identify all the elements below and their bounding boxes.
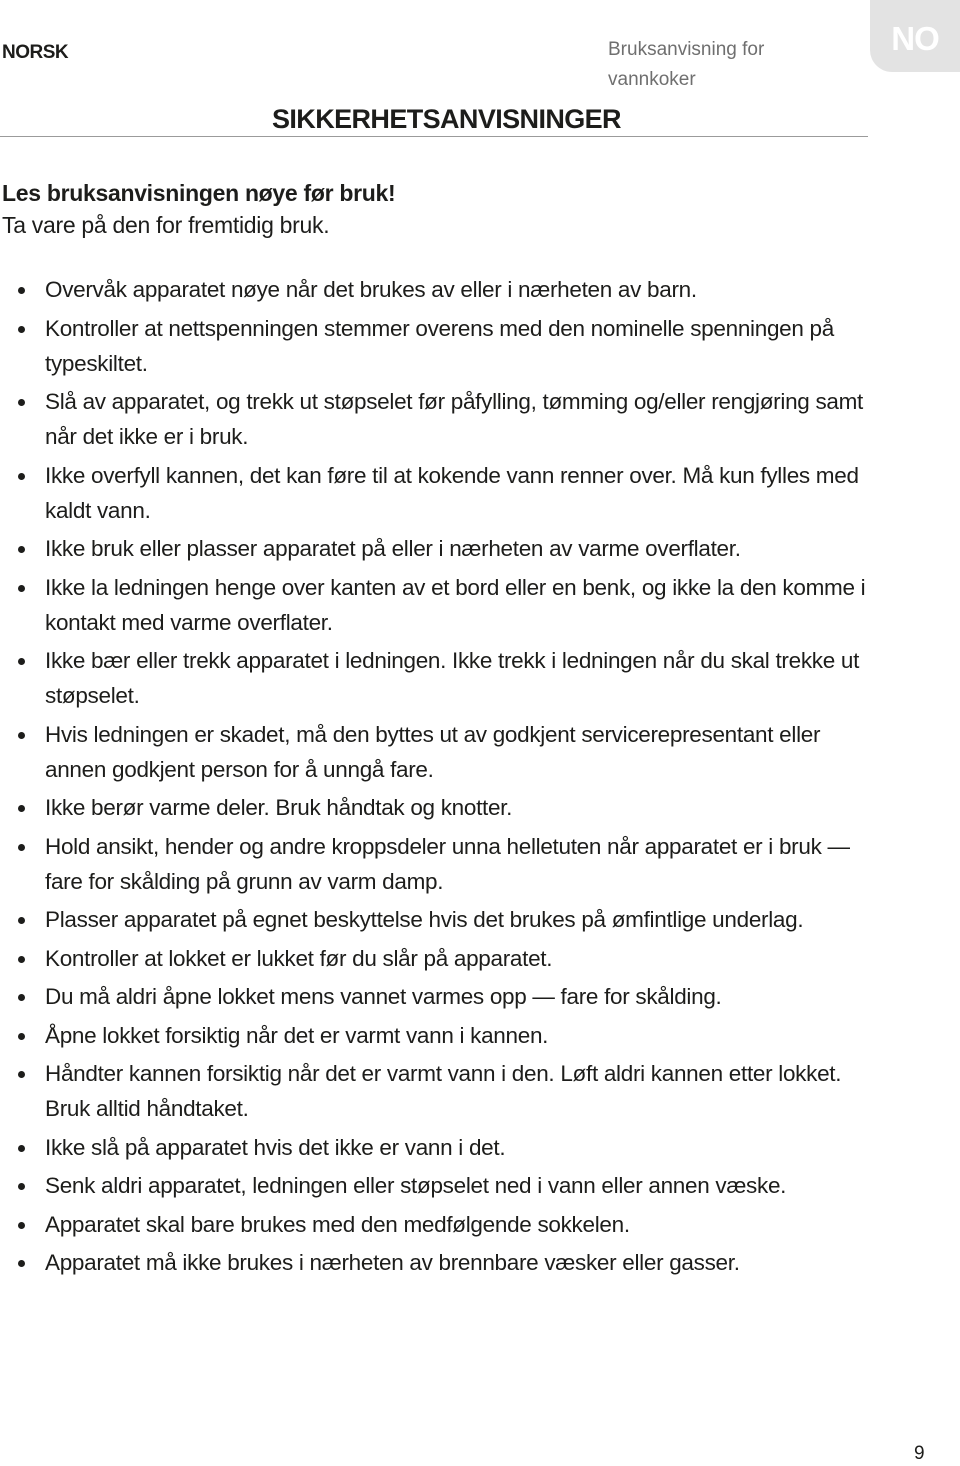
safety-item-text: Åpne lokket forsiktig når det er varmt vann i kannen.	[45, 1022, 549, 1048]
safety-item-text: Kontroller at lokket er lukket før du slår på apparatet.	[45, 945, 553, 971]
bullet-icon	[18, 732, 25, 739]
safety-item-text: Slå av apparatet, og trekk ut støpselet før påfylling, tømming og/eller rengjøring samt når det ikke er i bruk.	[45, 389, 864, 449]
bullet-icon	[18, 1183, 25, 1190]
safety-item	[0, 1056, 880, 1126]
safety-item	[0, 902, 880, 937]
bullet-icon	[18, 917, 25, 924]
safety-item	[0, 979, 880, 1014]
safety-item	[0, 829, 880, 899]
safety-item	[0, 311, 880, 381]
safety-item	[0, 1018, 880, 1053]
bullet-icon	[18, 844, 25, 851]
safety-item-text: Kontroller at nettspenningen stemmer overens med den nominelle spenningen på typeskiltet.	[45, 315, 834, 376]
bullet-icon	[18, 287, 25, 294]
safety-item	[0, 531, 880, 566]
safety-item-text: Plasser apparatet på egnet beskyttelse hvis det brukes på ømfintlige underlag.	[45, 907, 804, 932]
safety-item-text: Ikke bær eller trekk apparatet i ledningen. Ikke trekk i ledningen når du skal trekke ut støpselet.	[45, 648, 860, 708]
bullet-icon	[18, 1145, 25, 1152]
safety-item-text: Senk aldri apparatet, ledningen eller støpselet ned i vann eller annen væske.	[45, 1173, 787, 1198]
safety-item-text: Ikke bruk eller plasser apparatet på eller i nærheten av varme overflater.	[45, 536, 741, 561]
section-title: SIKKERHETSANVISNINGER	[272, 104, 621, 134]
safety-item	[0, 717, 880, 787]
safety-item	[0, 570, 880, 640]
safety-item-text: Ikke berør varme deler. Bruk håndtak og knotter.	[45, 795, 513, 820]
bullet-icon	[18, 658, 25, 665]
safety-item	[0, 643, 880, 713]
safety-item-text: Overvåk apparatet nøye når det brukes av eller i nærheten av barn.	[45, 277, 697, 302]
safety-item-text: Hold ansikt, hender og andre kroppsdeler unna helletuten når apparatet er i bruk — fare for skålding på grunn av varm damp.	[45, 833, 850, 894]
safety-item-text: Hvis ledningen er skadet, må den byttes ut av godkjent servicerepresentant eller annen godkjent person for å unngå fare.	[45, 721, 821, 782]
bullet-icon	[18, 399, 25, 406]
safety-item	[0, 1207, 880, 1242]
bullet-icon	[18, 585, 25, 592]
safety-item-text: Håndter kannen forsiktig når det er varmt vann i den. Løft aldri kannen etter lokket. Bruk alltid håndtaket.	[45, 1061, 842, 1121]
safety-item-text: Ikke slå på apparatet hvis det ikke er vann i det.	[45, 1134, 506, 1160]
language-label: NORSK	[2, 42, 69, 63]
bullet-icon	[18, 473, 25, 480]
safety-item-text: Ikke overfyll kannen, det kan føre til at kokende vann renner over. Må kun fylles med kaldt vann.	[45, 462, 859, 523]
safety-item	[0, 941, 880, 976]
safety-item	[0, 384, 880, 454]
intro	[2, 177, 395, 241]
bullet-icon	[18, 1033, 25, 1040]
bullet-icon	[18, 805, 25, 812]
safety-item-text: Du må aldri åpne lokket mens vannet varmes opp — fare for skålding.	[45, 984, 722, 1009]
safety-item-text: Apparatet må ikke brukes i nærheten av brennbare væsker eller gasser.	[45, 1250, 740, 1275]
bullet-icon	[18, 1222, 25, 1229]
safety-item	[0, 790, 880, 825]
safety-item-text: Ikke la ledningen henge over kanten av et bord eller en benk, og ikke la den komme i kontakt med varme overflater.	[45, 574, 866, 635]
intro-warning: Les bruksanvisningen nøye før bruk!	[2, 180, 396, 206]
page-number: 9	[914, 1443, 925, 1464]
header-rule	[0, 136, 868, 137]
safety-item	[0, 1168, 880, 1203]
bullet-icon	[18, 994, 25, 1001]
bullet-icon	[18, 546, 25, 553]
safety-item	[0, 458, 880, 528]
safety-item	[0, 1130, 880, 1165]
intro-keep-note: Ta vare på den for fremtidig bruk.	[2, 212, 330, 238]
document-subtitle: Bruksanvisning for vannkoker	[608, 39, 765, 90]
bullet-icon	[18, 1260, 25, 1267]
safety-instructions-list	[0, 272, 880, 1284]
language-tab: NO	[870, 0, 960, 72]
safety-item	[0, 272, 880, 307]
bullet-icon	[18, 1071, 25, 1078]
safety-item	[0, 1245, 880, 1280]
bullet-icon	[18, 956, 25, 963]
bullet-icon	[18, 326, 25, 333]
safety-item-text: Apparatet skal bare brukes med den medfølgende sokkelen.	[45, 1211, 630, 1237]
